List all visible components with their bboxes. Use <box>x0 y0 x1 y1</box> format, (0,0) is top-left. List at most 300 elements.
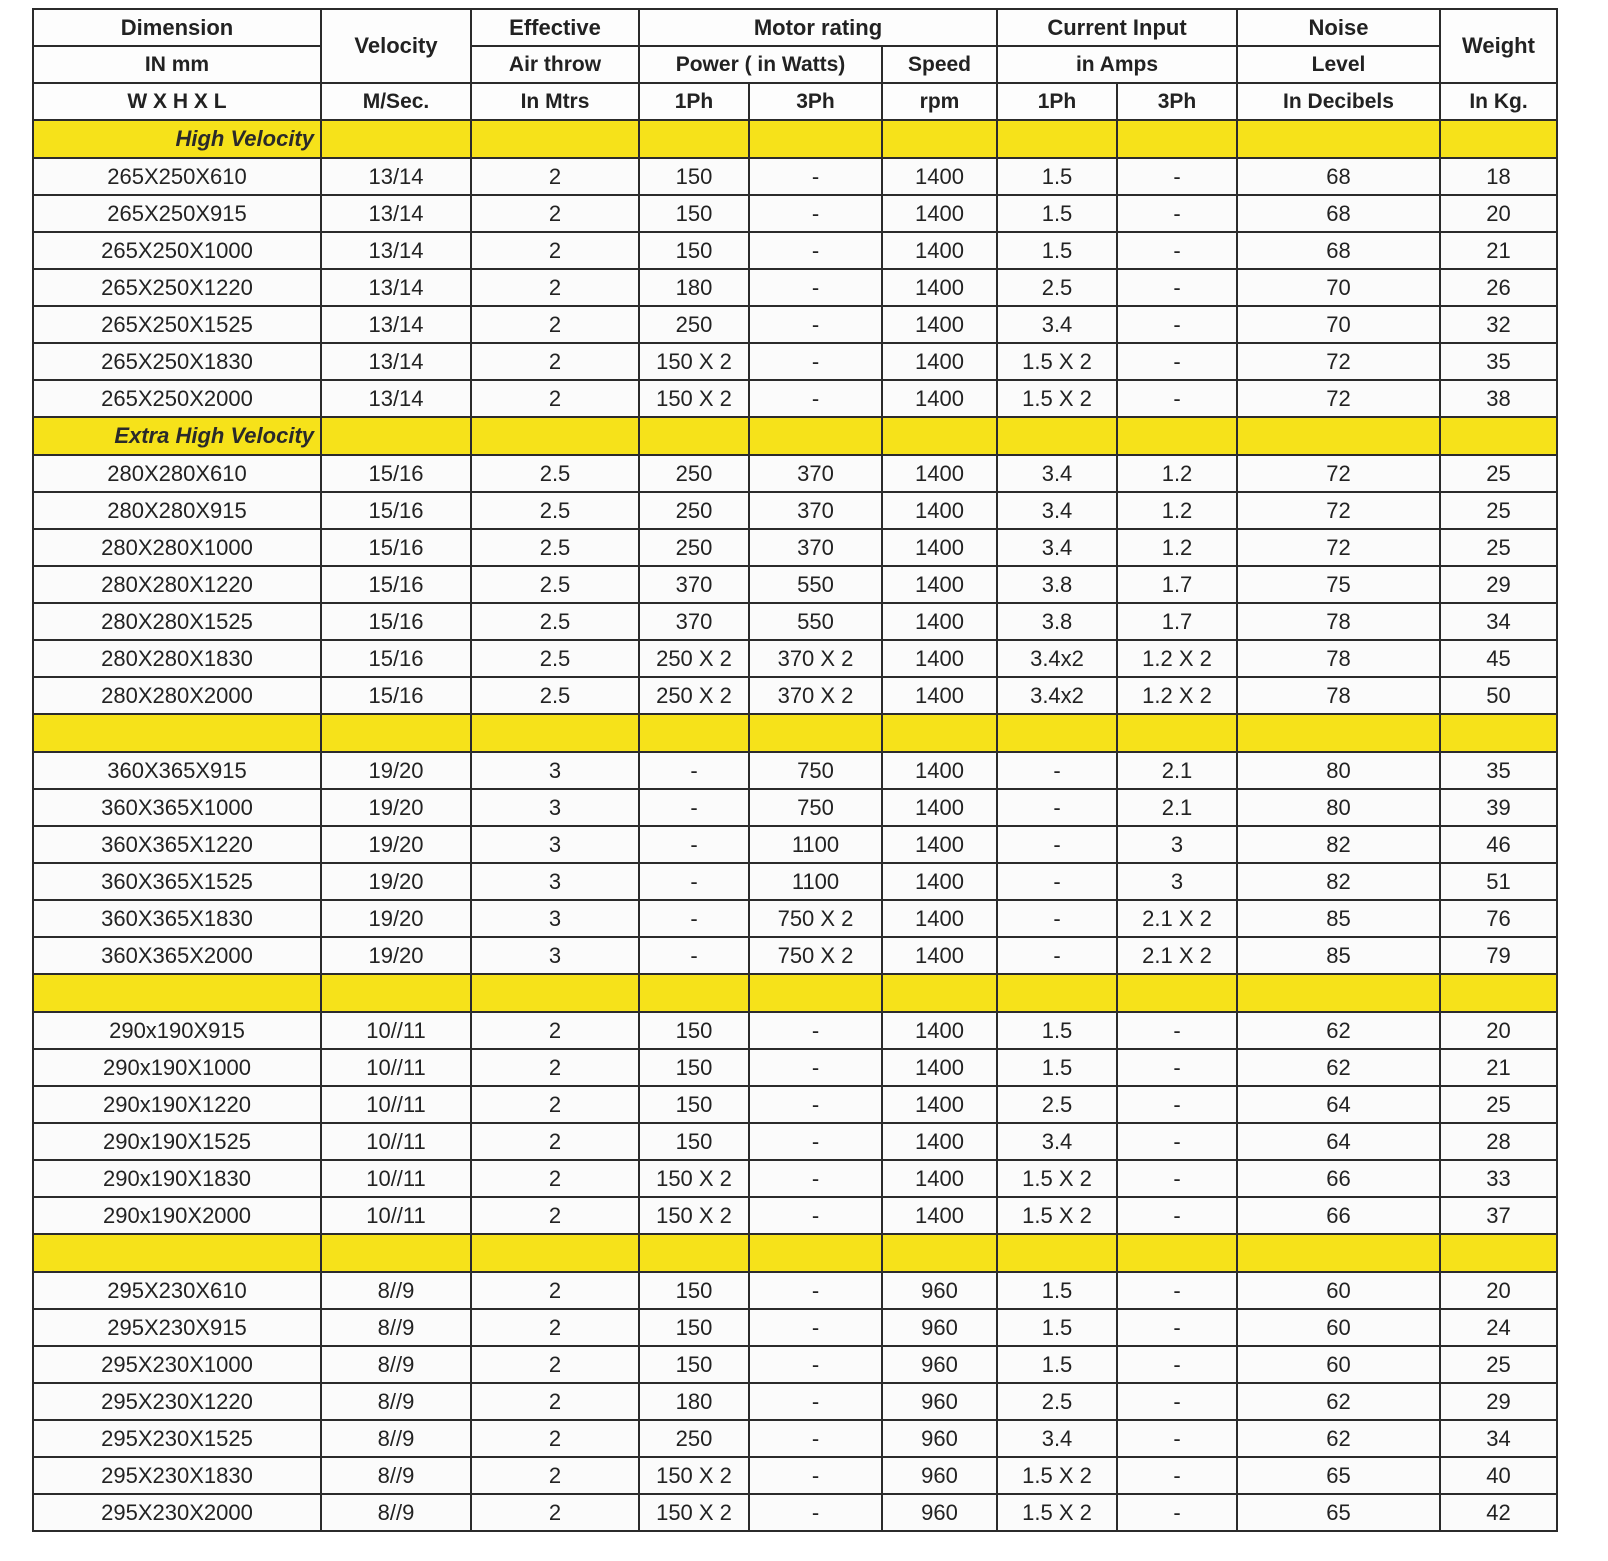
cell-air-throw: 2 <box>471 1383 639 1420</box>
table-row <box>33 1346 1557 1383</box>
cell-current-3ph: 1.2 <box>1117 455 1237 492</box>
cell-velocity: 15/16 <box>321 640 471 677</box>
table-row <box>33 937 1557 974</box>
table-row <box>33 677 1557 714</box>
cell-noise: 80 <box>1237 752 1440 789</box>
cell-current-1ph: - <box>997 826 1117 863</box>
cell-weight: 21 <box>1440 1049 1557 1086</box>
cell-power-3ph: - <box>749 158 882 195</box>
section-title <box>33 974 321 1012</box>
table-row <box>33 826 1557 863</box>
cell-velocity: 13/14 <box>321 269 471 306</box>
cell-speed: 1400 <box>882 455 997 492</box>
cell-current-3ph: - <box>1117 1123 1237 1160</box>
cell-power-3ph: 750 X 2 <box>749 900 882 937</box>
cell-current-1ph: 1.5 <box>997 1309 1117 1346</box>
cell-current-3ph: - <box>1117 1160 1237 1197</box>
cell-power-3ph: - <box>749 269 882 306</box>
cell-dimension: 280X280X1830 <box>33 640 321 677</box>
cell-dimension: 265X250X1830 <box>33 343 321 380</box>
cell-current-1ph: 3.4x2 <box>997 640 1117 677</box>
table-row <box>33 1160 1557 1197</box>
cell-velocity: 10//11 <box>321 1123 471 1160</box>
cell-air-throw: 3 <box>471 752 639 789</box>
cell-dimension: 290x190X2000 <box>33 1197 321 1234</box>
cell-dimension: 280X280X1220 <box>33 566 321 603</box>
cell-power-1ph: 150 <box>639 1272 749 1309</box>
cell-dimension: 295X230X1220 <box>33 1383 321 1420</box>
cell-current-3ph: - <box>1117 1086 1237 1123</box>
cell-speed: 1400 <box>882 789 997 826</box>
cell-current-1ph: - <box>997 752 1117 789</box>
cell-velocity: 19/20 <box>321 789 471 826</box>
cell-weight: 20 <box>1440 1012 1557 1049</box>
cell-power-1ph: 150 X 2 <box>639 343 749 380</box>
cell-velocity: 13/14 <box>321 158 471 195</box>
cell-current-3ph: 1.2 X 2 <box>1117 640 1237 677</box>
header-air-throw: Effective <box>471 9 639 46</box>
cell-dimension: 360X365X2000 <box>33 937 321 974</box>
cell-speed: 1400 <box>882 677 997 714</box>
cell-dimension: 265X250X1220 <box>33 269 321 306</box>
section-band-cell <box>471 974 639 1012</box>
cell-speed: 1400 <box>882 269 997 306</box>
cell-weight: 40 <box>1440 1457 1557 1494</box>
header-velocity: Velocity <box>321 9 471 83</box>
cell-velocity: 10//11 <box>321 1086 471 1123</box>
cell-noise: 68 <box>1237 232 1440 269</box>
cell-current-3ph: 3 <box>1117 863 1237 900</box>
section-band-cell <box>997 120 1117 158</box>
cell-power-1ph: 250 <box>639 306 749 343</box>
cell-current-3ph: - <box>1117 1272 1237 1309</box>
table-row <box>33 158 1557 195</box>
cell-air-throw: 2.5 <box>471 640 639 677</box>
cell-air-throw: 3 <box>471 826 639 863</box>
cell-power-3ph: 370 X 2 <box>749 640 882 677</box>
table-row <box>33 900 1557 937</box>
cell-power-3ph: - <box>749 1160 882 1197</box>
cell-dimension: 290x190X915 <box>33 1012 321 1049</box>
cell-power-1ph: - <box>639 863 749 900</box>
cell-dimension: 280X280X1000 <box>33 529 321 566</box>
cell-weight: 34 <box>1440 1420 1557 1457</box>
cell-weight: 37 <box>1440 1197 1557 1234</box>
cell-power-1ph: 150 <box>639 195 749 232</box>
cell-air-throw: 2 <box>471 343 639 380</box>
cell-current-1ph: 3.4 <box>997 306 1117 343</box>
cell-velocity: 8//9 <box>321 1420 471 1457</box>
cell-power-1ph: 250 <box>639 492 749 529</box>
cell-power-1ph: 150 <box>639 232 749 269</box>
cell-power-1ph: 150 <box>639 1309 749 1346</box>
cell-air-throw: 2 <box>471 195 639 232</box>
cell-weight: 21 <box>1440 232 1557 269</box>
cell-noise: 70 <box>1237 269 1440 306</box>
cell-weight: 28 <box>1440 1123 1557 1160</box>
cell-speed: 960 <box>882 1383 997 1420</box>
cell-velocity: 8//9 <box>321 1383 471 1420</box>
cell-noise: 62 <box>1237 1420 1440 1457</box>
cell-velocity: 15/16 <box>321 529 471 566</box>
cell-weight: 35 <box>1440 343 1557 380</box>
cell-current-3ph: - <box>1117 1457 1237 1494</box>
cell-weight: 29 <box>1440 1383 1557 1420</box>
cell-current-3ph: - <box>1117 269 1237 306</box>
cell-power-3ph: 750 <box>749 752 882 789</box>
cell-current-1ph: 3.4 <box>997 529 1117 566</box>
cell-velocity: 10//11 <box>321 1049 471 1086</box>
cell-air-throw: 2.5 <box>471 566 639 603</box>
cell-weight: 25 <box>1440 1086 1557 1123</box>
section-band-cell <box>1440 120 1557 158</box>
cell-air-throw: 2 <box>471 1346 639 1383</box>
cell-air-throw: 2 <box>471 1457 639 1494</box>
cell-air-throw: 2.5 <box>471 529 639 566</box>
section-band-cell <box>1117 120 1237 158</box>
section-band-cell <box>1237 714 1440 752</box>
section-band-cell <box>639 974 749 1012</box>
cell-air-throw: 2 <box>471 1160 639 1197</box>
cell-weight: 24 <box>1440 1309 1557 1346</box>
cell-noise: 72 <box>1237 343 1440 380</box>
section-band-cell <box>1117 714 1237 752</box>
cell-current-1ph: 1.5 X 2 <box>997 1457 1117 1494</box>
cell-air-throw: 2 <box>471 269 639 306</box>
cell-power-1ph: 150 <box>639 1346 749 1383</box>
cell-air-throw: 2 <box>471 1197 639 1234</box>
table-row <box>33 1123 1557 1160</box>
section-band-cell <box>321 1234 471 1272</box>
cell-power-1ph: 150 <box>639 1123 749 1160</box>
table-row <box>33 232 1557 269</box>
header-current-1ph: 1Ph <box>997 83 1117 120</box>
cell-noise: 78 <box>1237 603 1440 640</box>
cell-speed: 1400 <box>882 232 997 269</box>
cell-current-3ph: - <box>1117 1012 1237 1049</box>
cell-current-1ph: 1.5 X 2 <box>997 1160 1117 1197</box>
cell-velocity: 13/14 <box>321 232 471 269</box>
cell-speed: 1400 <box>882 752 997 789</box>
cell-speed: 1400 <box>882 1197 997 1234</box>
header-speed-unit: rpm <box>882 83 997 120</box>
cell-noise: 68 <box>1237 195 1440 232</box>
cell-current-3ph: - <box>1117 1383 1237 1420</box>
cell-weight: 46 <box>1440 826 1557 863</box>
cell-velocity: 10//11 <box>321 1012 471 1049</box>
header-noise-sub: Level <box>1237 46 1440 83</box>
cell-power-3ph: 750 <box>749 789 882 826</box>
cell-power-3ph: - <box>749 195 882 232</box>
table-row <box>33 1086 1557 1123</box>
cell-velocity: 13/14 <box>321 380 471 417</box>
cell-weight: 32 <box>1440 306 1557 343</box>
section-band-cell <box>321 974 471 1012</box>
cell-noise: 80 <box>1237 789 1440 826</box>
cell-velocity: 10//11 <box>321 1197 471 1234</box>
section-title <box>33 714 321 752</box>
cell-weight: 20 <box>1440 195 1557 232</box>
cell-power-3ph: - <box>749 380 882 417</box>
cell-speed: 960 <box>882 1272 997 1309</box>
section-band-cell <box>639 714 749 752</box>
cell-current-3ph: 2.1 X 2 <box>1117 937 1237 974</box>
table-row <box>33 306 1557 343</box>
cell-velocity: 8//9 <box>321 1494 471 1531</box>
cell-current-1ph: 1.5 <box>997 1346 1117 1383</box>
cell-noise: 66 <box>1237 1160 1440 1197</box>
header-dimension: Dimension <box>33 9 321 46</box>
cell-air-throw: 2 <box>471 1272 639 1309</box>
cell-power-3ph: - <box>749 1272 882 1309</box>
cell-current-1ph: 2.5 <box>997 1086 1117 1123</box>
cell-current-1ph: 3.4x2 <box>997 677 1117 714</box>
cell-power-1ph: 180 <box>639 269 749 306</box>
header-air-throw-unit: In Mtrs <box>471 83 639 120</box>
cell-current-3ph: 2.1 X 2 <box>1117 900 1237 937</box>
cell-air-throw: 2 <box>471 380 639 417</box>
cell-dimension: 290x190X1830 <box>33 1160 321 1197</box>
cell-weight: 25 <box>1440 492 1557 529</box>
header-speed: Speed <box>882 46 997 83</box>
cell-dimension: 295X230X1525 <box>33 1420 321 1457</box>
table-header <box>33 9 1557 120</box>
header-current-unit: in Amps <box>997 46 1237 83</box>
cell-noise: 62 <box>1237 1012 1440 1049</box>
section-band-cell <box>639 1234 749 1272</box>
cell-power-1ph: - <box>639 900 749 937</box>
section-band-cell <box>997 714 1117 752</box>
cell-current-3ph: - <box>1117 232 1237 269</box>
section-band-cell <box>471 120 639 158</box>
cell-power-3ph: - <box>749 1383 882 1420</box>
cell-speed: 1400 <box>882 492 997 529</box>
cell-current-3ph: - <box>1117 306 1237 343</box>
table-row <box>33 566 1557 603</box>
cell-power-1ph: 150 X 2 <box>639 1494 749 1531</box>
cell-current-1ph: - <box>997 789 1117 826</box>
cell-dimension: 290x190X1000 <box>33 1049 321 1086</box>
section-band-cell <box>321 417 471 455</box>
cell-power-3ph: - <box>749 1049 882 1086</box>
cell-dimension: 280X280X1525 <box>33 603 321 640</box>
cell-power-1ph: 250 X 2 <box>639 677 749 714</box>
cell-weight: 39 <box>1440 789 1557 826</box>
cell-weight: 33 <box>1440 1160 1557 1197</box>
cell-power-1ph: - <box>639 937 749 974</box>
cell-velocity: 13/14 <box>321 306 471 343</box>
section-title <box>33 1234 321 1272</box>
cell-air-throw: 2 <box>471 1049 639 1086</box>
section-band-cell <box>882 974 997 1012</box>
cell-power-3ph: 750 X 2 <box>749 937 882 974</box>
header-motor-rating: Motor rating <box>639 9 997 46</box>
cell-power-1ph: - <box>639 826 749 863</box>
cell-noise: 60 <box>1237 1272 1440 1309</box>
cell-current-1ph: 1.5 X 2 <box>997 343 1117 380</box>
cell-current-3ph: 1.7 <box>1117 603 1237 640</box>
section-band-cell <box>639 120 749 158</box>
section-band-cell <box>1440 417 1557 455</box>
table-row <box>33 863 1557 900</box>
cell-weight: 25 <box>1440 455 1557 492</box>
table-row <box>33 640 1557 677</box>
cell-dimension: 280X280X2000 <box>33 677 321 714</box>
cell-power-1ph: 150 X 2 <box>639 1197 749 1234</box>
table-row <box>33 529 1557 566</box>
cell-noise: 66 <box>1237 1197 1440 1234</box>
cell-current-1ph: 3.8 <box>997 566 1117 603</box>
cell-speed: 1400 <box>882 529 997 566</box>
cell-power-1ph: 250 X 2 <box>639 640 749 677</box>
cell-current-1ph: 1.5 <box>997 1049 1117 1086</box>
cell-current-1ph: 1.5 <box>997 1012 1117 1049</box>
cell-power-3ph: 550 <box>749 603 882 640</box>
table-row <box>33 1012 1557 1049</box>
cell-dimension: 290x190X1525 <box>33 1123 321 1160</box>
cell-power-1ph: 370 <box>639 603 749 640</box>
cell-velocity: 15/16 <box>321 566 471 603</box>
section-band <box>33 120 1557 158</box>
cell-speed: 960 <box>882 1346 997 1383</box>
header-air-throw-sub: Air throw <box>471 46 639 83</box>
section-band-cell <box>882 714 997 752</box>
cell-velocity: 19/20 <box>321 900 471 937</box>
cell-current-3ph: - <box>1117 1346 1237 1383</box>
cell-speed: 1400 <box>882 158 997 195</box>
section-band-cell <box>882 120 997 158</box>
section-band-cell <box>1440 714 1557 752</box>
cell-current-1ph: 1.5 X 2 <box>997 380 1117 417</box>
section-band-cell <box>1440 1234 1557 1272</box>
cell-power-3ph: - <box>749 1494 882 1531</box>
table-row <box>33 1197 1557 1234</box>
cell-dimension: 360X365X1525 <box>33 863 321 900</box>
cell-current-3ph: - <box>1117 1420 1237 1457</box>
cell-weight: 25 <box>1440 1346 1557 1383</box>
cell-velocity: 13/14 <box>321 195 471 232</box>
cell-current-1ph: 1.5 <box>997 195 1117 232</box>
section-band <box>33 417 1557 455</box>
cell-current-3ph: - <box>1117 1049 1237 1086</box>
cell-speed: 960 <box>882 1494 997 1531</box>
section-band-cell <box>749 714 882 752</box>
cell-current-1ph: - <box>997 900 1117 937</box>
cell-power-3ph: 370 <box>749 492 882 529</box>
cell-speed: 1400 <box>882 343 997 380</box>
cell-current-3ph: 1.2 X 2 <box>1117 677 1237 714</box>
cell-speed: 1400 <box>882 863 997 900</box>
header-noise: Noise <box>1237 9 1440 46</box>
cell-power-3ph: 1100 <box>749 826 882 863</box>
cell-weight: 35 <box>1440 752 1557 789</box>
cell-air-throw: 2 <box>471 1309 639 1346</box>
section-band <box>33 974 1557 1012</box>
cell-power-3ph: 1100 <box>749 863 882 900</box>
section-band-cell <box>749 974 882 1012</box>
cell-power-3ph: - <box>749 306 882 343</box>
section-band-cell <box>997 1234 1117 1272</box>
table-row <box>33 1049 1557 1086</box>
cell-current-1ph: 1.5 X 2 <box>997 1494 1117 1531</box>
cell-power-1ph: 150 X 2 <box>639 380 749 417</box>
cell-dimension: 265X250X915 <box>33 195 321 232</box>
cell-dimension: 360X365X1220 <box>33 826 321 863</box>
cell-speed: 1400 <box>882 826 997 863</box>
cell-power-1ph: 180 <box>639 1383 749 1420</box>
cell-current-1ph: 1.5 X 2 <box>997 1197 1117 1234</box>
cell-air-throw: 3 <box>471 789 639 826</box>
cell-power-3ph: - <box>749 1086 882 1123</box>
cell-current-1ph: 3.4 <box>997 492 1117 529</box>
cell-current-1ph: 1.5 <box>997 158 1117 195</box>
spec-table <box>32 8 1558 1532</box>
cell-speed: 1400 <box>882 640 997 677</box>
cell-noise: 72 <box>1237 380 1440 417</box>
header-power-1ph: 1Ph <box>639 83 749 120</box>
section-title: Extra High Velocity <box>33 417 321 455</box>
cell-velocity: 8//9 <box>321 1346 471 1383</box>
section-band-cell <box>1117 417 1237 455</box>
table-row <box>33 752 1557 789</box>
cell-weight: 45 <box>1440 640 1557 677</box>
header-power-3ph: 3Ph <box>749 83 882 120</box>
cell-speed: 1400 <box>882 1160 997 1197</box>
cell-current-3ph: - <box>1117 195 1237 232</box>
cell-velocity: 19/20 <box>321 826 471 863</box>
table-row <box>33 455 1557 492</box>
section-band-cell <box>1117 974 1237 1012</box>
cell-power-3ph: - <box>749 1123 882 1160</box>
section-band <box>33 1234 1557 1272</box>
cell-noise: 65 <box>1237 1457 1440 1494</box>
cell-speed: 960 <box>882 1420 997 1457</box>
cell-noise: 85 <box>1237 937 1440 974</box>
cell-current-1ph: - <box>997 863 1117 900</box>
cell-dimension: 295X230X915 <box>33 1309 321 1346</box>
section-band-cell <box>749 1234 882 1272</box>
cell-dimension: 265X250X1525 <box>33 306 321 343</box>
section-band-cell <box>1117 1234 1237 1272</box>
cell-noise: 64 <box>1237 1123 1440 1160</box>
cell-air-throw: 2 <box>471 1086 639 1123</box>
section-band-cell <box>321 714 471 752</box>
section-band <box>33 714 1557 752</box>
section-band-cell <box>321 120 471 158</box>
section-band-cell <box>882 417 997 455</box>
section-band-cell <box>1237 120 1440 158</box>
cell-velocity: 15/16 <box>321 677 471 714</box>
cell-weight: 79 <box>1440 937 1557 974</box>
cell-speed: 960 <box>882 1457 997 1494</box>
cell-dimension: 290x190X1220 <box>33 1086 321 1123</box>
cell-weight: 51 <box>1440 863 1557 900</box>
cell-current-3ph: 2.1 <box>1117 752 1237 789</box>
cell-noise: 75 <box>1237 566 1440 603</box>
section-band-cell <box>1237 1234 1440 1272</box>
cell-speed: 1400 <box>882 1012 997 1049</box>
cell-current-1ph: 2.5 <box>997 1383 1117 1420</box>
cell-velocity: 8//9 <box>321 1457 471 1494</box>
table-row <box>33 1383 1557 1420</box>
cell-dimension: 280X280X915 <box>33 492 321 529</box>
cell-power-3ph: 370 <box>749 529 882 566</box>
cell-power-3ph: - <box>749 1457 882 1494</box>
cell-current-3ph: - <box>1117 1309 1237 1346</box>
cell-current-3ph: 3 <box>1117 826 1237 863</box>
cell-current-3ph: - <box>1117 343 1237 380</box>
cell-power-3ph: - <box>749 343 882 380</box>
